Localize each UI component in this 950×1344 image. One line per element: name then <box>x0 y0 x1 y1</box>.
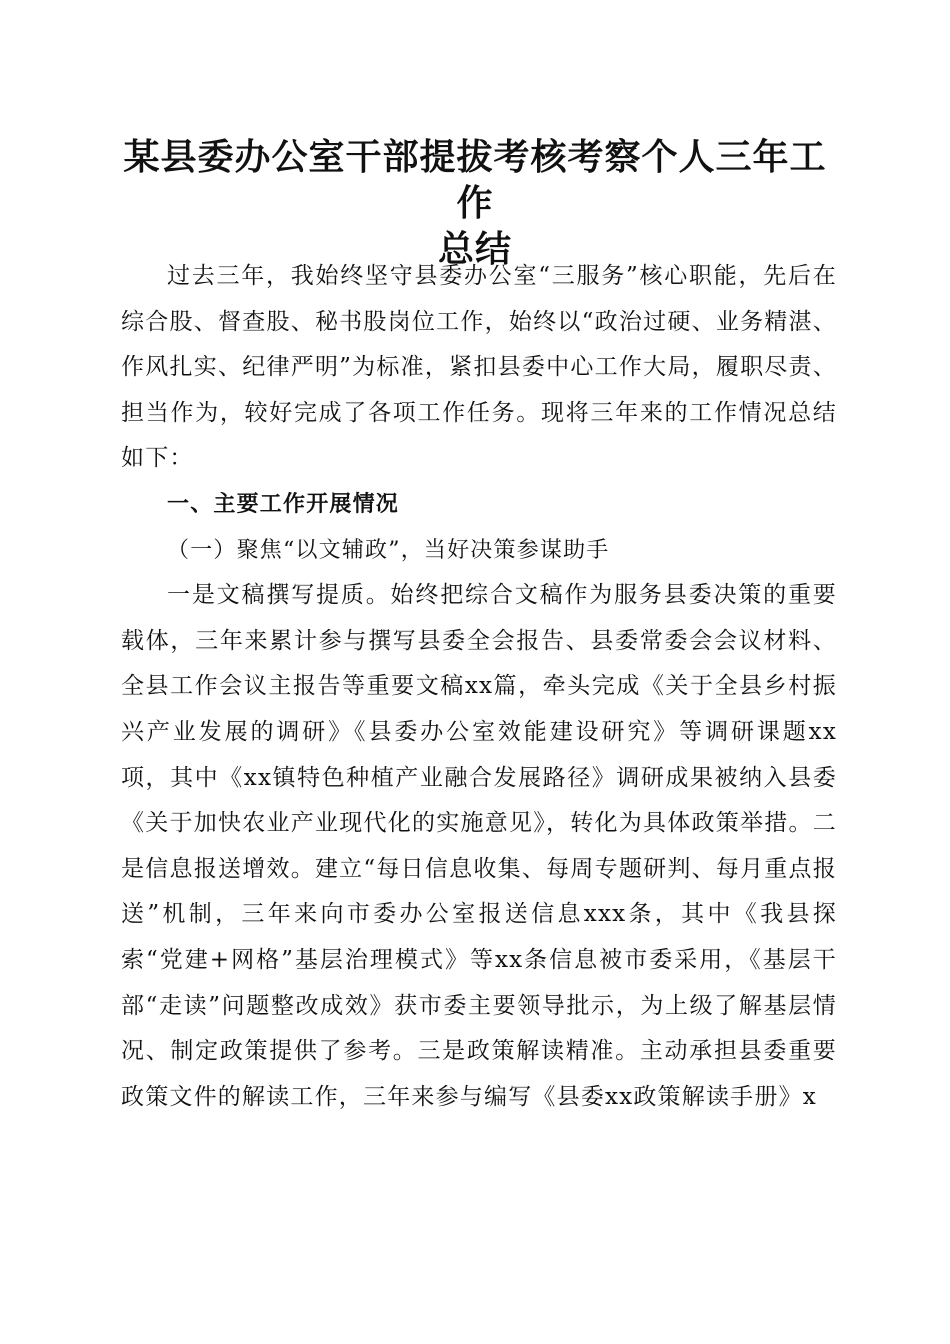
title-line-1: 某县委办公室干部提拔考核考察个人三年工作 <box>123 136 827 224</box>
intro-paragraph: 过去三年，我始终坚守县委办公室“三服务”核心职能，先后在综合股、督查股、秘书股岗位工作，始终以“政治过硬、业务精湛、作风扎实、纪律严明”为标准，紧扣县委中心工作大局，履职尽责、担当作为，较好完成了各项工作任务。现将三年来的工作情况总结如下： <box>121 263 837 472</box>
body-paragraph: 一是文稿撰写提质。始终把综合文稿作为服务县委决策的重要载体，三年来累计参与撰写县委全会报告、县委常委会会议材料、全县工作会议主报告等重要文稿xx篇，牵头完成《关于全县乡村振兴产业发展的调研》《县委办公室效能建设研究》等调研课题xx项，其中《xx镇特色种植产业融合发展路径》调研成果被纳入县委《关于加快农业产业现代化的实施意见》，转化为具体政策举措。二是信息报送增效。建立“每日信息收集、每周专题研判、每月重点报送”机制，三年来向市委办公室报送信息xxx条，其中《我县探索“党建+网格”基层治理模式》等xx条信息被市委采用，《基层干部“走读”问题整改成效》获市委主要领导批示，为上级了解基层情况、制定政策提供了参考。三是政策解读精准。主动承担县委重要政策文件的解读工作，三年来参与编写《县委xx政策解读手册》x <box>121 582 837 1110</box>
subsection-heading: （一）聚焦“以文辅政”，当好决策参谋助手 <box>167 537 610 563</box>
section-heading: 一、主要工作开展情况 <box>167 491 400 517</box>
document-title <box>110 134 840 272</box>
document-body <box>121 254 837 1120</box>
title-line-2: 总结 <box>437 228 512 270</box>
